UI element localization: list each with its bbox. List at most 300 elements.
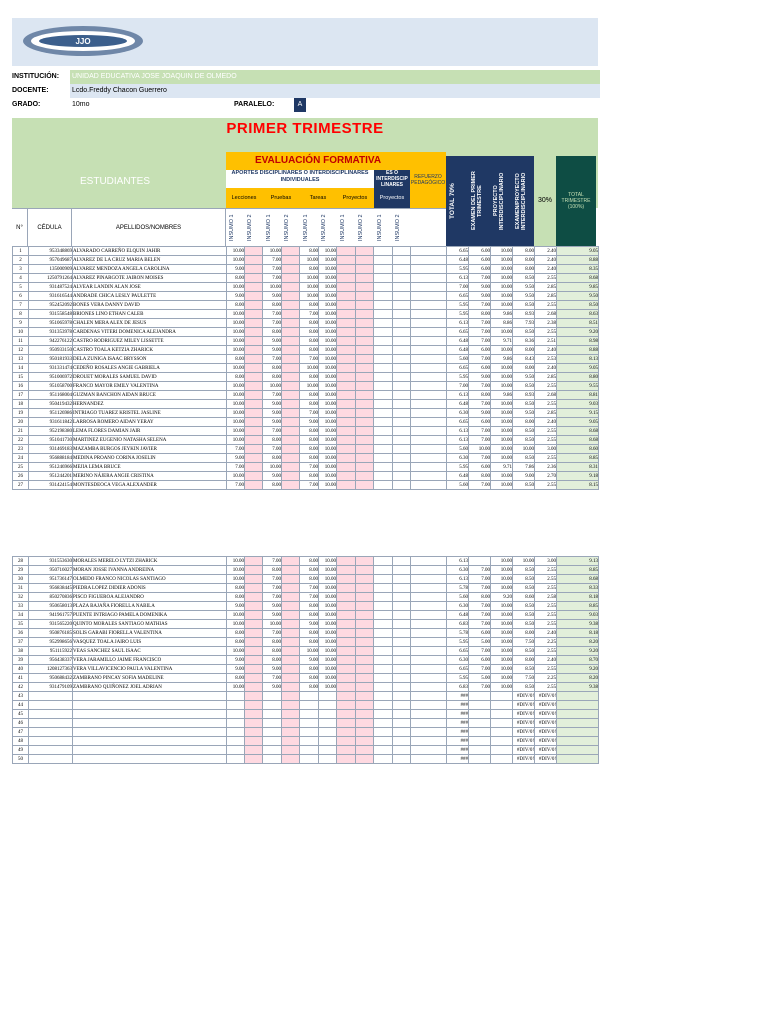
project-cell[interactable]: 10.00 <box>491 665 513 674</box>
test-1-cell[interactable]: 9.00 <box>263 409 282 418</box>
total70-cell[interactable]: 5.60 <box>447 445 469 454</box>
reinforcement-cell[interactable] <box>411 427 447 436</box>
test-2-cell[interactable] <box>282 638 300 647</box>
project-2-cell[interactable] <box>356 328 374 337</box>
group-1-cell[interactable] <box>374 638 393 647</box>
group-2-cell[interactable] <box>393 674 411 683</box>
pct30-cell[interactable]: 2.70 <box>535 472 557 481</box>
group-2-cell[interactable] <box>393 737 411 746</box>
test-1-cell[interactable]: 9.00 <box>263 665 282 674</box>
cedula-cell[interactable] <box>29 719 73 728</box>
project-1-cell[interactable] <box>337 674 356 683</box>
pct30-cell[interactable]: 2.40 <box>535 364 557 373</box>
test-2-cell[interactable] <box>282 472 300 481</box>
exam-cell[interactable] <box>469 737 491 746</box>
term-total-cell[interactable]: 8.15 <box>557 481 599 490</box>
lesson-2-cell[interactable] <box>245 445 263 454</box>
test-1-cell[interactable]: 10.00 <box>263 283 282 292</box>
exam-cell[interactable]: 7.00 <box>469 328 491 337</box>
reinforcement-cell[interactable] <box>411 328 447 337</box>
homework-2-cell[interactable]: 10.00 <box>319 301 337 310</box>
exam-project-cell[interactable]: #DIV/0! <box>513 701 535 710</box>
project-1-cell[interactable] <box>337 382 356 391</box>
project-1-cell[interactable] <box>337 274 356 283</box>
cedula-cell[interactable]: 931479109 <box>29 683 73 692</box>
project-2-cell[interactable] <box>356 719 374 728</box>
project-1-cell[interactable] <box>337 728 356 737</box>
test-1-cell[interactable]: 8.00 <box>263 481 282 490</box>
row-number[interactable]: 21 <box>13 427 29 436</box>
row-number[interactable]: 38 <box>13 647 29 656</box>
homework-2-cell[interactable]: 10.00 <box>319 638 337 647</box>
cedula-cell[interactable]: 850270836 <box>29 593 73 602</box>
group-2-cell[interactable] <box>393 665 411 674</box>
project-cell[interactable]: 10.00 <box>491 602 513 611</box>
student-name-cell[interactable] <box>73 692 227 701</box>
lesson-1-cell[interactable]: 10.00 <box>227 346 245 355</box>
term-total-cell[interactable]: 8.68 <box>557 427 599 436</box>
cedula-cell[interactable]: 931611842 <box>29 418 73 427</box>
row-number[interactable]: 9 <box>13 319 29 328</box>
total70-cell[interactable]: 6.83 <box>447 683 469 692</box>
row-number[interactable]: 37 <box>13 638 29 647</box>
group-1-cell[interactable] <box>374 256 393 265</box>
project-1-cell[interactable] <box>337 364 356 373</box>
test-1-cell[interactable] <box>263 701 282 710</box>
cedula-cell[interactable]: 951006972 <box>29 373 73 382</box>
project-2-cell[interactable] <box>356 355 374 364</box>
exam-project-cell[interactable]: #DIV/0! <box>513 737 535 746</box>
row-number[interactable]: 31 <box>13 584 29 593</box>
homework-2-cell[interactable]: 10.00 <box>319 602 337 611</box>
exam-cell[interactable]: 9.00 <box>469 292 491 301</box>
total70-cell[interactable]: 5.95 <box>447 265 469 274</box>
homework-2-cell[interactable]: 10.00 <box>319 472 337 481</box>
exam-cell[interactable]: 7.00 <box>469 665 491 674</box>
row-number[interactable]: 29 <box>13 566 29 575</box>
exam-project-cell[interactable]: 8.50 <box>513 647 535 656</box>
exam-cell[interactable] <box>469 710 491 719</box>
exam-project-cell[interactable]: 8.50 <box>513 611 535 620</box>
reinforcement-cell[interactable] <box>411 620 447 629</box>
test-2-cell[interactable] <box>282 701 300 710</box>
test-1-cell[interactable]: 10.00 <box>263 620 282 629</box>
lesson-2-cell[interactable] <box>245 674 263 683</box>
group-2-cell[interactable] <box>393 602 411 611</box>
row-number[interactable]: 8 <box>13 310 29 319</box>
exam-project-cell[interactable]: 8.36 <box>513 337 535 346</box>
group-1-cell[interactable] <box>374 283 393 292</box>
group-1-cell[interactable] <box>374 755 393 764</box>
homework-1-cell[interactable]: 8.00 <box>300 427 319 436</box>
reinforcement-cell[interactable] <box>411 292 447 301</box>
group-1-cell[interactable] <box>374 575 393 584</box>
homework-1-cell[interactable]: 7.00 <box>300 310 319 319</box>
lesson-1-cell[interactable]: 10.00 <box>227 418 245 427</box>
row-number[interactable]: 48 <box>13 737 29 746</box>
homework-2-cell[interactable]: 10.00 <box>319 418 337 427</box>
project-cell[interactable]: 10.00 <box>491 584 513 593</box>
homework-1-cell[interactable]: 8.00 <box>300 436 319 445</box>
group-1-cell[interactable] <box>374 629 393 638</box>
homework-2-cell[interactable]: 10.00 <box>319 256 337 265</box>
project-1-cell[interactable] <box>337 629 356 638</box>
project-1-cell[interactable] <box>337 647 356 656</box>
project-1-cell[interactable] <box>337 701 356 710</box>
project-1-cell[interactable] <box>337 737 356 746</box>
exam-cell[interactable]: 6.00 <box>469 629 491 638</box>
student-name-cell[interactable]: ALVAREZ MENDOZA ANGELA CAROLINA <box>73 265 227 274</box>
project-1-cell[interactable] <box>337 445 356 454</box>
student-name-cell[interactable]: MONTESDEOCA VEGA ALEXANDER <box>73 481 227 490</box>
cedula-cell[interactable]: 953348869 <box>29 247 73 256</box>
lesson-2-cell[interactable] <box>245 557 263 566</box>
pct30-cell[interactable]: 2.55 <box>535 454 557 463</box>
pct30-cell[interactable]: 2.85 <box>535 292 557 301</box>
group-2-cell[interactable] <box>393 656 411 665</box>
homework-2-cell[interactable]: 10.00 <box>319 247 337 256</box>
test-2-cell[interactable] <box>282 355 300 364</box>
project-1-cell[interactable] <box>337 602 356 611</box>
project-cell[interactable]: 10.00 <box>491 566 513 575</box>
homework-1-cell[interactable]: 7.00 <box>300 481 319 490</box>
homework-2-cell[interactable]: 10.00 <box>319 292 337 301</box>
lesson-2-cell[interactable] <box>245 283 263 292</box>
project-cell[interactable]: 10.00 <box>491 292 513 301</box>
lesson-2-cell[interactable] <box>245 602 263 611</box>
homework-2-cell[interactable]: 10.00 <box>319 647 337 656</box>
term-total-cell[interactable]: 9.50 <box>557 292 599 301</box>
lesson-2-cell[interactable] <box>245 301 263 310</box>
project-cell[interactable]: 10.00 <box>491 656 513 665</box>
row-number[interactable]: 7 <box>13 301 29 310</box>
lesson-1-cell[interactable]: 8.00 <box>227 584 245 593</box>
test-2-cell[interactable] <box>282 755 300 764</box>
pct30-cell[interactable]: 2.55 <box>535 683 557 692</box>
test-2-cell[interactable] <box>282 373 300 382</box>
project-1-cell[interactable] <box>337 638 356 647</box>
lesson-1-cell[interactable]: 10.00 <box>227 427 245 436</box>
term-total-cell[interactable]: 9.05 <box>557 247 599 256</box>
group-1-cell[interactable] <box>374 400 393 409</box>
cedula-cell[interactable]: 952452092 <box>29 301 73 310</box>
exam-cell[interactable]: 7.00 <box>469 566 491 575</box>
project-2-cell[interactable] <box>356 755 374 764</box>
test-2-cell[interactable] <box>282 301 300 310</box>
homework-1-cell[interactable]: 8.00 <box>300 665 319 674</box>
exam-project-cell[interactable]: 8.50 <box>513 328 535 337</box>
term-total-cell[interactable]: 8.13 <box>557 355 599 364</box>
group-2-cell[interactable] <box>393 629 411 638</box>
group-2-cell[interactable] <box>393 373 411 382</box>
project-cell[interactable] <box>491 701 513 710</box>
homework-2-cell[interactable] <box>319 701 337 710</box>
lesson-2-cell[interactable] <box>245 647 263 656</box>
term-total-cell[interactable] <box>557 746 599 755</box>
project-1-cell[interactable] <box>337 755 356 764</box>
student-name-cell[interactable]: BRIONES LINO ETHAN CALEB <box>73 310 227 319</box>
exam-project-cell[interactable]: 8.50 <box>513 274 535 283</box>
term-total-cell[interactable] <box>557 728 599 737</box>
row-number[interactable]: 11 <box>13 337 29 346</box>
group-2-cell[interactable] <box>393 611 411 620</box>
test-1-cell[interactable]: 9.00 <box>263 418 282 427</box>
row-number[interactable]: 47 <box>13 728 29 737</box>
lesson-1-cell[interactable]: 7.00 <box>227 445 245 454</box>
test-1-cell[interactable]: 7.00 <box>263 256 282 265</box>
total70-cell[interactable]: 6.13 <box>447 319 469 328</box>
total70-cell[interactable]: 5.78 <box>447 629 469 638</box>
term-total-cell[interactable]: 8.68 <box>557 436 599 445</box>
group-1-cell[interactable] <box>374 301 393 310</box>
cedula-cell[interactable]: 952198380 <box>29 427 73 436</box>
project-2-cell[interactable] <box>356 584 374 593</box>
group-1-cell[interactable] <box>374 656 393 665</box>
group-1-cell[interactable] <box>374 463 393 472</box>
reinforcement-cell[interactable] <box>411 701 447 710</box>
test-2-cell[interactable] <box>282 337 300 346</box>
homework-1-cell[interactable]: 9.00 <box>300 418 319 427</box>
row-number[interactable]: 3 <box>13 265 29 274</box>
project-1-cell[interactable] <box>337 593 356 602</box>
lesson-2-cell[interactable] <box>245 566 263 575</box>
lesson-1-cell[interactable]: 7.00 <box>227 463 245 472</box>
term-total-cell[interactable]: 8.60 <box>557 445 599 454</box>
pct30-cell[interactable]: #DIV/0! <box>535 728 557 737</box>
reinforcement-cell[interactable] <box>411 310 447 319</box>
project-1-cell[interactable] <box>337 481 356 490</box>
lesson-1-cell[interactable]: 10.00 <box>227 310 245 319</box>
row-number[interactable]: 6 <box>13 292 29 301</box>
lesson-1-cell[interactable] <box>227 710 245 719</box>
project-1-cell[interactable] <box>337 620 356 629</box>
reinforcement-cell[interactable] <box>411 436 447 445</box>
term-total-cell[interactable]: 9.05 <box>557 364 599 373</box>
group-2-cell[interactable] <box>393 557 411 566</box>
reinforcement-cell[interactable] <box>411 656 447 665</box>
reinforcement-cell[interactable] <box>411 629 447 638</box>
student-name-cell[interactable]: FRANCO MAYOR EMILY VALENTINA <box>73 382 227 391</box>
homework-1-cell[interactable]: 10.00 <box>300 382 319 391</box>
exam-cell[interactable]: 7.00 <box>469 337 491 346</box>
lesson-1-cell[interactable]: 7.00 <box>227 481 245 490</box>
homework-2-cell[interactable]: 10.00 <box>319 283 337 292</box>
homework-1-cell[interactable]: 8.00 <box>300 373 319 382</box>
exam-cell[interactable]: 6.00 <box>469 656 491 665</box>
exam-project-cell[interactable]: 8.50 <box>513 382 535 391</box>
row-number[interactable]: 27 <box>13 481 29 490</box>
project-cell[interactable]: 9.86 <box>491 391 513 400</box>
cedula-cell[interactable]: 951736147 <box>29 575 73 584</box>
homework-2-cell[interactable]: 10.00 <box>319 665 337 674</box>
term-total-cell[interactable]: 8.18 <box>557 593 599 602</box>
group-2-cell[interactable] <box>393 638 411 647</box>
student-name-cell[interactable]: ANDRADE CHICA LESLY PAULETTE <box>73 292 227 301</box>
lesson-1-cell[interactable]: 10.00 <box>227 247 245 256</box>
group-2-cell[interactable] <box>393 575 411 584</box>
project-1-cell[interactable] <box>337 247 356 256</box>
test-1-cell[interactable]: 9.00 <box>263 400 282 409</box>
cedula-cell[interactable]: 951115922 <box>29 647 73 656</box>
group-1-cell[interactable] <box>374 665 393 674</box>
exam-project-cell[interactable]: #DIV/0! <box>513 746 535 755</box>
test-2-cell[interactable] <box>282 557 300 566</box>
group-1-cell[interactable] <box>374 620 393 629</box>
homework-1-cell[interactable]: 8.00 <box>300 247 319 256</box>
row-number[interactable]: 43 <box>13 692 29 701</box>
cedula-cell[interactable]: 951065978 <box>29 319 73 328</box>
cedula-cell[interactable]: 931487524 <box>29 283 73 292</box>
test-1-cell[interactable]: 7.00 <box>263 629 282 638</box>
lesson-1-cell[interactable]: 9.00 <box>227 656 245 665</box>
total70-cell[interactable]: 6.30 <box>447 602 469 611</box>
row-number[interactable]: 10 <box>13 328 29 337</box>
group-2-cell[interactable] <box>393 710 411 719</box>
pct30-cell[interactable]: #DIV/0! <box>535 710 557 719</box>
project-1-cell[interactable] <box>337 292 356 301</box>
exam-project-cell[interactable]: 8.50 <box>513 454 535 463</box>
total70-cell[interactable]: ### <box>447 710 469 719</box>
homework-1-cell[interactable]: 8.00 <box>300 454 319 463</box>
homework-2-cell[interactable]: 10.00 <box>319 566 337 575</box>
total70-cell[interactable]: 6.65 <box>447 328 469 337</box>
lesson-2-cell[interactable] <box>245 584 263 593</box>
total70-cell[interactable]: 5.95 <box>447 373 469 382</box>
project-cell[interactable]: 10.00 <box>491 620 513 629</box>
term-total-cell[interactable]: 8.33 <box>557 584 599 593</box>
homework-2-cell[interactable]: 10.00 <box>319 481 337 490</box>
homework-1-cell[interactable]: 10.00 <box>300 283 319 292</box>
group-1-cell[interactable] <box>374 710 393 719</box>
cedula-cell[interactable]: 956438337 <box>29 656 73 665</box>
pct30-cell[interactable]: 2.55 <box>535 274 557 283</box>
exam-project-cell[interactable]: 8.00 <box>513 629 535 638</box>
lesson-2-cell[interactable] <box>245 328 263 337</box>
group-2-cell[interactable] <box>393 418 411 427</box>
cedula-cell[interactable]: 951126986 <box>29 409 73 418</box>
cedula-cell[interactable]: 956888184 <box>29 454 73 463</box>
cedula-cell[interactable]: 931553630 <box>29 557 73 566</box>
lesson-2-cell[interactable] <box>245 247 263 256</box>
project-1-cell[interactable] <box>337 418 356 427</box>
lesson-2-cell[interactable] <box>245 436 263 445</box>
exam-project-cell[interactable]: 7.50 <box>513 638 535 647</box>
test-2-cell[interactable] <box>282 247 300 256</box>
lesson-1-cell[interactable]: 8.00 <box>227 355 245 364</box>
lesson-2-cell[interactable] <box>245 400 263 409</box>
term-total-cell[interactable]: 8.85 <box>557 602 599 611</box>
project-1-cell[interactable] <box>337 656 356 665</box>
project-cell[interactable]: 10.00 <box>491 256 513 265</box>
homework-2-cell[interactable] <box>319 746 337 755</box>
test-1-cell[interactable] <box>263 719 282 728</box>
group-1-cell[interactable] <box>374 454 393 463</box>
project-2-cell[interactable] <box>356 557 374 566</box>
total70-cell[interactable]: 6.13 <box>447 427 469 436</box>
test-2-cell[interactable] <box>282 575 300 584</box>
exam-cell[interactable]: 8.00 <box>469 593 491 602</box>
exam-project-cell[interactable]: 8.00 <box>513 418 535 427</box>
project-cell[interactable] <box>491 692 513 701</box>
homework-2-cell[interactable]: 10.00 <box>319 674 337 683</box>
cedula-cell[interactable]: 950876185 <box>29 629 73 638</box>
homework-1-cell[interactable]: 8.00 <box>300 337 319 346</box>
pct30-cell[interactable]: 2.55 <box>535 301 557 310</box>
group-2-cell[interactable] <box>393 355 411 364</box>
group-1-cell[interactable] <box>374 683 393 692</box>
test-1-cell[interactable]: 9.00 <box>263 602 282 611</box>
cedula-cell[interactable]: 951058700 <box>29 382 73 391</box>
student-name-cell[interactable]: CASTRO RODRIGUEZ MILEY LISSETTE <box>73 337 227 346</box>
reinforcement-cell[interactable] <box>411 409 447 418</box>
test-1-cell[interactable]: 7.00 <box>263 674 282 683</box>
reinforcement-cell[interactable] <box>411 737 447 746</box>
group-1-cell[interactable] <box>374 310 393 319</box>
row-number[interactable]: 49 <box>13 746 29 755</box>
homework-1-cell[interactable]: 10.00 <box>300 647 319 656</box>
exam-project-cell[interactable]: 7.50 <box>513 674 535 683</box>
homework-2-cell[interactable]: 10.00 <box>319 265 337 274</box>
project-1-cell[interactable] <box>337 692 356 701</box>
group-1-cell[interactable] <box>374 593 393 602</box>
lesson-2-cell[interactable] <box>245 710 263 719</box>
cedula-cell[interactable]: 957049687 <box>29 256 73 265</box>
student-name-cell[interactable]: LEMA FLORES DAMIAN JAIR <box>73 427 227 436</box>
project-2-cell[interactable] <box>356 373 374 382</box>
project-2-cell[interactable] <box>356 310 374 319</box>
total70-cell[interactable]: 6.30 <box>447 409 469 418</box>
term-total-cell[interactable]: 8.85 <box>557 454 599 463</box>
lesson-2-cell[interactable] <box>245 463 263 472</box>
cedula-cell[interactable]: 950419432 <box>29 400 73 409</box>
reinforcement-cell[interactable] <box>411 319 447 328</box>
total70-cell[interactable]: 6.30 <box>447 566 469 575</box>
test-1-cell[interactable]: 7.00 <box>263 310 282 319</box>
group-2-cell[interactable] <box>393 445 411 454</box>
project-2-cell[interactable] <box>356 445 374 454</box>
total70-cell[interactable]: 6.30 <box>447 454 469 463</box>
project-cell[interactable]: 10.00 <box>491 346 513 355</box>
cedula-cell[interactable]: 950688432 <box>29 674 73 683</box>
pct30-cell[interactable]: 2.55 <box>535 620 557 629</box>
term-total-cell[interactable]: 9.03 <box>557 400 599 409</box>
group-1-cell[interactable] <box>374 647 393 656</box>
term-total-cell[interactable]: 9.55 <box>557 382 599 391</box>
student-name-cell[interactable]: ALVAREZ DE LA CRUZ MARIA BELEN <box>73 256 227 265</box>
pct30-cell[interactable]: 2.40 <box>535 629 557 638</box>
project-cell[interactable]: 10.00 <box>491 373 513 382</box>
test-2-cell[interactable] <box>282 346 300 355</box>
group-1-cell[interactable] <box>374 611 393 620</box>
group-2-cell[interactable] <box>393 463 411 472</box>
exam-project-cell[interactable]: 8.00 <box>513 364 535 373</box>
test-1-cell[interactable]: 8.00 <box>263 647 282 656</box>
project-1-cell[interactable] <box>337 256 356 265</box>
project-2-cell[interactable] <box>356 674 374 683</box>
lesson-2-cell[interactable] <box>245 346 263 355</box>
reinforcement-cell[interactable] <box>411 472 447 481</box>
homework-1-cell[interactable]: 9.00 <box>300 620 319 629</box>
exam-project-cell[interactable]: 8.50 <box>513 427 535 436</box>
reinforcement-cell[interactable] <box>411 638 447 647</box>
row-number[interactable]: 44 <box>13 701 29 710</box>
student-name-cell[interactable]: PIEDRA LOPEZ DIDIER ADONIS <box>73 584 227 593</box>
group-1-cell[interactable] <box>374 364 393 373</box>
test-1-cell[interactable]: 7.00 <box>263 445 282 454</box>
exam-cell[interactable]: 8.00 <box>469 391 491 400</box>
test-1-cell[interactable]: 9.00 <box>263 337 282 346</box>
project-cell[interactable]: 10.00 <box>491 647 513 656</box>
